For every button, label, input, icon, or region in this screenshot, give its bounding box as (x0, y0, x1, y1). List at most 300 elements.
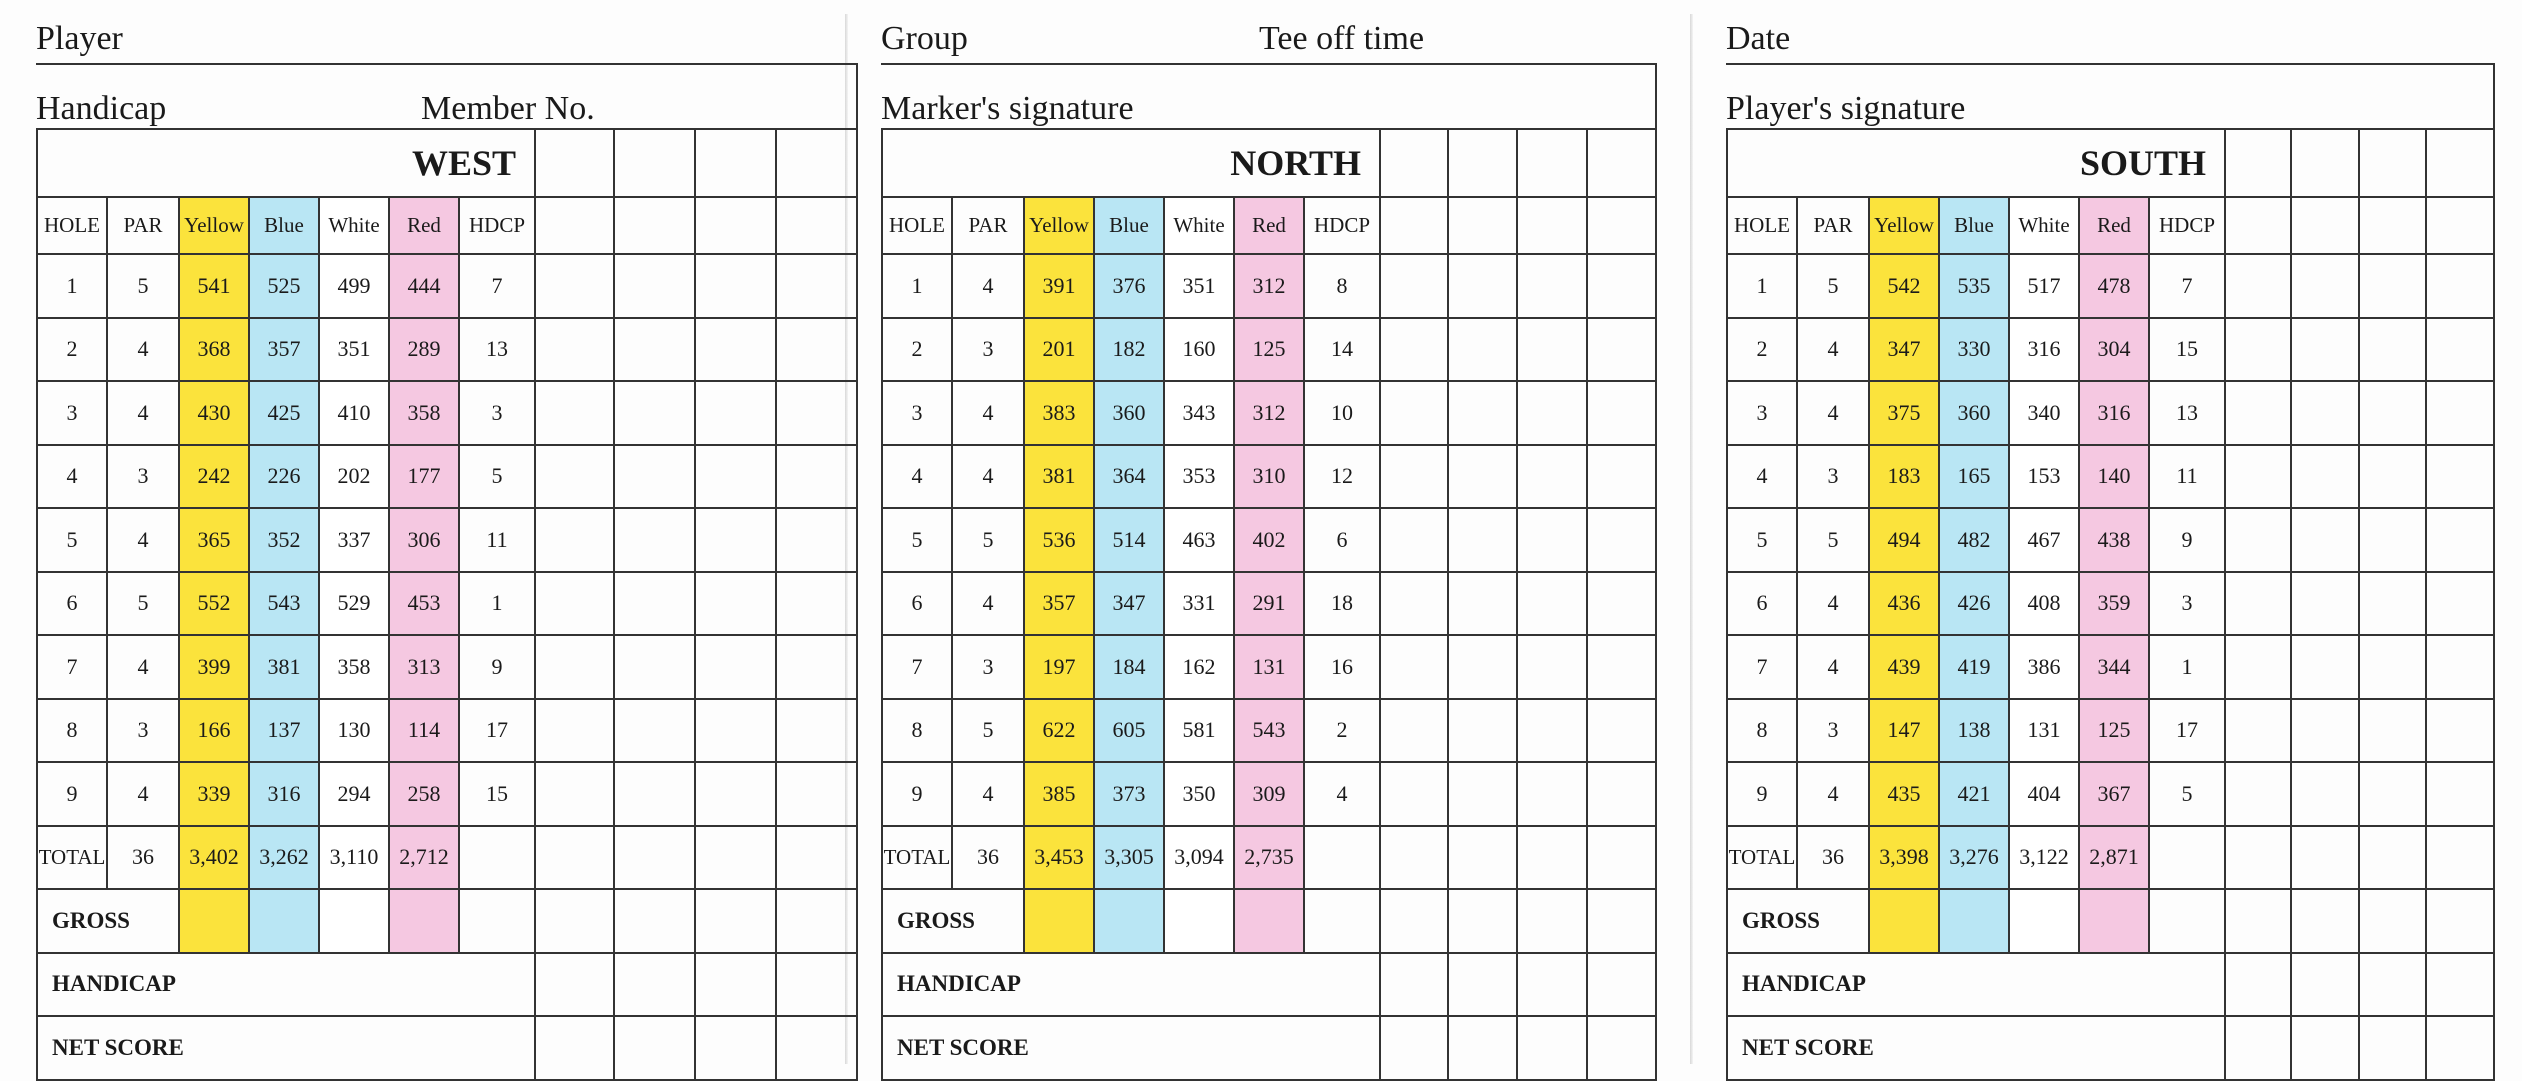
cell-hole: 9 (1727, 762, 1797, 826)
score-column-divider (694, 128, 696, 1079)
cell-yellow: 435 (1869, 762, 1939, 826)
table-row (882, 318, 1380, 382)
cell-white: 386 (2009, 635, 2079, 699)
cell-hdcp: 16 (1304, 635, 1380, 699)
cell-red: 304 (2079, 318, 2149, 382)
column-header-hole: HOLE (37, 197, 107, 254)
cell-red: 359 (2079, 572, 2149, 636)
total-row (882, 826, 1380, 890)
score-row-divider (1379, 253, 1657, 255)
cell-hole: 1 (37, 254, 107, 318)
gross-label: GROSS (882, 889, 1024, 953)
total-hdcp (2149, 826, 2225, 890)
total-red: 2,712 (389, 826, 459, 890)
cell-par: 5 (1797, 254, 1869, 318)
table-row (882, 254, 1380, 318)
score-entry-columns[interactable] (1379, 128, 1657, 1079)
gross-label: GROSS (1727, 889, 1869, 953)
field-label-marker-s-signature[interactable]: Marker's signature (881, 90, 1134, 127)
score-row-divider (534, 380, 858, 382)
cell-blue: 364 (1094, 445, 1164, 509)
cell-white: 408 (2009, 572, 2079, 636)
table-row (37, 381, 535, 445)
column-header-yellow: Yellow (179, 197, 249, 254)
cell-hdcp: 5 (2149, 762, 2225, 826)
cell-red: 478 (2079, 254, 2149, 318)
score-row-divider (1379, 444, 1657, 446)
cell-hdcp: 14 (1304, 318, 1380, 382)
cell-yellow: 622 (1024, 699, 1094, 763)
score-row-divider (2224, 317, 2495, 319)
cell-white: 499 (319, 254, 389, 318)
cell-blue: 421 (1939, 762, 2009, 826)
gross-entry-white[interactable] (2009, 889, 2079, 953)
score-row-divider (534, 571, 858, 573)
total-row (1727, 826, 2225, 890)
field-line-top (36, 63, 858, 65)
cell-yellow: 375 (1869, 381, 1939, 445)
handicap-label: HANDICAP (1727, 953, 2225, 1017)
table-row (882, 635, 1380, 699)
column-header-yellow: Yellow (1869, 197, 1939, 254)
score-row-divider (534, 1015, 858, 1017)
column-header-hole: HOLE (1727, 197, 1797, 254)
score-row-divider (1379, 634, 1657, 636)
gross-label: GROSS (37, 889, 179, 953)
cell-white: 581 (1164, 699, 1234, 763)
net-score-label: NET SCORE (882, 1016, 1380, 1080)
cell-white: 350 (1164, 762, 1234, 826)
field-line-top (1726, 63, 2495, 65)
cell-blue: 360 (1939, 381, 2009, 445)
gross-entry-blue[interactable] (1094, 889, 1164, 953)
cell-white: 529 (319, 572, 389, 636)
cell-par: 4 (1797, 635, 1869, 699)
table-row (882, 699, 1380, 763)
column-header-hdcp: HDCP (2149, 197, 2225, 254)
gross-entry-hdcp[interactable] (2149, 889, 2225, 953)
scorecard-west (0, 0, 858, 1070)
cell-red: 444 (389, 254, 459, 318)
footer-row-gross (37, 889, 535, 953)
score-row-divider (1379, 952, 1657, 954)
net-score-label: NET SCORE (37, 1016, 535, 1080)
score-row-divider (1379, 825, 1657, 827)
cell-hole: 5 (37, 508, 107, 572)
score-row-divider (1379, 317, 1657, 319)
cell-hdcp: 15 (459, 762, 535, 826)
total-row (37, 826, 535, 890)
cell-blue: 316 (249, 762, 319, 826)
cell-hdcp: 7 (459, 254, 535, 318)
score-column-divider (2358, 128, 2360, 1079)
cell-hdcp: 17 (459, 699, 535, 763)
cell-red: 125 (2079, 699, 2149, 763)
course-name: WEST (37, 129, 535, 197)
total-hdcp (459, 826, 535, 890)
cell-white: 410 (319, 381, 389, 445)
cell-red: 289 (389, 318, 459, 382)
total-blue: 3,276 (1939, 826, 2009, 890)
score-row-divider (1379, 698, 1657, 700)
cell-yellow: 385 (1024, 762, 1094, 826)
score-row-divider (2224, 1015, 2495, 1017)
cell-hdcp: 9 (459, 635, 535, 699)
total-blue: 3,305 (1094, 826, 1164, 890)
cell-yellow: 399 (179, 635, 249, 699)
cell-par: 5 (952, 508, 1024, 572)
score-column-divider (1655, 128, 1657, 1079)
cell-blue: 381 (249, 635, 319, 699)
total-par: 36 (107, 826, 179, 890)
cell-yellow: 357 (1024, 572, 1094, 636)
cell-hdcp: 8 (1304, 254, 1380, 318)
course-name: SOUTH (1727, 129, 2225, 197)
score-row-divider (2224, 888, 2495, 890)
gross-entry-red[interactable] (1234, 889, 1304, 953)
cell-red: 309 (1234, 762, 1304, 826)
gross-entry-white[interactable] (319, 889, 389, 953)
column-header-row (37, 197, 535, 254)
cell-hole: 2 (1727, 318, 1797, 382)
table-row (882, 508, 1380, 572)
score-entry-columns[interactable] (2224, 128, 2495, 1079)
cell-yellow: 201 (1024, 318, 1094, 382)
cell-par: 3 (1797, 445, 1869, 509)
cell-yellow: 391 (1024, 254, 1094, 318)
table-row (1727, 572, 2225, 636)
score-row-divider (534, 888, 858, 890)
cell-hdcp: 12 (1304, 445, 1380, 509)
cell-white: 331 (1164, 572, 1234, 636)
cell-hole: 3 (882, 381, 952, 445)
cell-par: 5 (1797, 508, 1869, 572)
score-row-divider (2224, 825, 2495, 827)
cell-hdcp: 6 (1304, 508, 1380, 572)
cell-yellow: 197 (1024, 635, 1094, 699)
cell-hdcp: 5 (459, 445, 535, 509)
cell-hole: 9 (882, 762, 952, 826)
table-row (1727, 508, 2225, 572)
score-row-divider (2224, 196, 2495, 198)
total-blue: 3,262 (249, 826, 319, 890)
cell-hdcp: 11 (459, 508, 535, 572)
cell-white: 160 (1164, 318, 1234, 382)
cell-blue: 482 (1939, 508, 2009, 572)
total-hole: TOTAL (882, 826, 952, 890)
cell-hole: 1 (1727, 254, 1797, 318)
score-row-divider (2224, 952, 2495, 954)
cell-red: 140 (2079, 445, 2149, 509)
cell-hole: 6 (37, 572, 107, 636)
cell-hdcp: 1 (2149, 635, 2225, 699)
field-line-top (881, 63, 1657, 65)
cell-yellow: 381 (1024, 445, 1094, 509)
cell-par: 4 (1797, 572, 1869, 636)
cell-hole: 7 (1727, 635, 1797, 699)
cell-blue: 226 (249, 445, 319, 509)
cell-par: 3 (952, 635, 1024, 699)
cell-blue: 373 (1094, 762, 1164, 826)
column-header-blue: Blue (1094, 197, 1164, 254)
cell-hole: 2 (37, 318, 107, 382)
table-row (1727, 318, 2225, 382)
score-column-divider (1586, 128, 1588, 1079)
cell-white: 343 (1164, 381, 1234, 445)
column-header-white: White (1164, 197, 1234, 254)
cell-red: 453 (389, 572, 459, 636)
cell-par: 4 (952, 254, 1024, 318)
score-entry-columns[interactable] (534, 128, 858, 1079)
gross-entry-red[interactable] (389, 889, 459, 953)
score-row-divider (2224, 128, 2495, 130)
cell-hdcp: 2 (1304, 699, 1380, 763)
column-header-hdcp: HDCP (459, 197, 535, 254)
table-row (37, 762, 535, 826)
column-header-white: White (319, 197, 389, 254)
score-row-divider (2224, 507, 2495, 509)
column-header-white: White (2009, 197, 2079, 254)
cell-par: 3 (952, 318, 1024, 382)
cell-blue: 352 (249, 508, 319, 572)
footer-row-gross (882, 889, 1380, 953)
cell-red: 543 (1234, 699, 1304, 763)
column-header-par: PAR (107, 197, 179, 254)
score-row-divider (1379, 761, 1657, 763)
cell-white: 337 (319, 508, 389, 572)
cell-hole: 9 (37, 762, 107, 826)
total-red: 2,871 (2079, 826, 2149, 890)
gross-entry-white[interactable] (1164, 889, 1234, 953)
total-white: 3,094 (1164, 826, 1234, 890)
score-row-divider (2224, 634, 2495, 636)
table-row (882, 762, 1380, 826)
footer-row-gross (1727, 889, 2225, 953)
cell-white: 153 (2009, 445, 2079, 509)
cell-yellow: 365 (179, 508, 249, 572)
cell-white: 517 (2009, 254, 2079, 318)
gross-entry-hdcp[interactable] (459, 889, 535, 953)
score-row-divider (534, 196, 858, 198)
score-column-divider (1447, 128, 1449, 1079)
score-row-divider (1379, 888, 1657, 890)
cell-hole: 4 (37, 445, 107, 509)
score-row-divider (1379, 196, 1657, 198)
score-row-divider (2224, 761, 2495, 763)
field-box-right (2493, 63, 2495, 128)
footer-row-net-score (37, 1016, 535, 1080)
score-column-divider (613, 128, 615, 1079)
scorecard-table-west (36, 128, 536, 1081)
cell-red: 114 (389, 699, 459, 763)
cell-red: 313 (389, 635, 459, 699)
cell-white: 463 (1164, 508, 1234, 572)
cell-white: 130 (319, 699, 389, 763)
score-row-divider (2224, 444, 2495, 446)
score-row-divider (2224, 380, 2495, 382)
cell-par: 5 (107, 254, 179, 318)
table-row (37, 318, 535, 382)
field-label-group: Group (881, 20, 968, 57)
cell-red: 316 (2079, 381, 2149, 445)
total-hole: TOTAL (1727, 826, 1797, 890)
total-hdcp (1304, 826, 1380, 890)
cell-red: 291 (1234, 572, 1304, 636)
field-label-player-s-signature[interactable]: Player's signature (1726, 90, 1966, 127)
gross-entry-blue[interactable] (249, 889, 319, 953)
cell-par: 4 (107, 762, 179, 826)
cell-par: 3 (1797, 699, 1869, 763)
cell-blue: 347 (1094, 572, 1164, 636)
cell-hole: 6 (882, 572, 952, 636)
score-row-divider (2224, 571, 2495, 573)
score-row-divider (2224, 253, 2495, 255)
column-header-red: Red (389, 197, 459, 254)
score-row-divider (534, 634, 858, 636)
cell-red: 312 (1234, 254, 1304, 318)
table-row (882, 381, 1380, 445)
cell-yellow: 542 (1869, 254, 1939, 318)
cell-hdcp: 15 (2149, 318, 2225, 382)
score-column-divider (1516, 128, 1518, 1079)
total-white: 3,110 (319, 826, 389, 890)
cell-yellow: 242 (179, 445, 249, 509)
gross-entry-yellow[interactable] (1869, 889, 1939, 953)
score-row-divider (534, 128, 858, 130)
gross-entry-hdcp[interactable] (1304, 889, 1380, 953)
cell-hole: 5 (1727, 508, 1797, 572)
total-yellow: 3,402 (179, 826, 249, 890)
cell-par: 4 (107, 381, 179, 445)
gross-entry-yellow[interactable] (1024, 889, 1094, 953)
cell-red: 131 (1234, 635, 1304, 699)
cell-hdcp: 4 (1304, 762, 1380, 826)
table-row (1727, 381, 2225, 445)
cell-white: 294 (319, 762, 389, 826)
column-header-par: PAR (1797, 197, 1869, 254)
cell-yellow: 368 (179, 318, 249, 382)
score-row-divider (534, 507, 858, 509)
cell-white: 467 (2009, 508, 2079, 572)
score-row-divider (534, 825, 858, 827)
cell-hdcp: 10 (1304, 381, 1380, 445)
cell-blue: 165 (1939, 445, 2009, 509)
scorecard-table-south (1726, 128, 2226, 1081)
score-column-divider (2425, 128, 2427, 1079)
gross-entry-red[interactable] (2079, 889, 2149, 953)
cell-yellow: 494 (1869, 508, 1939, 572)
cell-yellow: 430 (179, 381, 249, 445)
cell-par: 5 (952, 699, 1024, 763)
cell-hdcp: 3 (459, 381, 535, 445)
table-row (37, 508, 535, 572)
field-box-right (1655, 63, 1657, 128)
footer-row-handicap (1727, 953, 2225, 1017)
cell-par: 4 (107, 318, 179, 382)
total-par: 36 (1797, 826, 1869, 890)
cell-blue: 330 (1939, 318, 2009, 382)
cell-hole: 8 (882, 699, 952, 763)
score-row-divider (1379, 128, 1657, 130)
cell-hole: 7 (37, 635, 107, 699)
cell-par: 4 (107, 508, 179, 572)
cell-hdcp: 11 (2149, 445, 2225, 509)
score-row-divider (1379, 1015, 1657, 1017)
score-row-divider (534, 317, 858, 319)
field-label-date: Date (1726, 20, 1791, 57)
cell-par: 4 (952, 762, 1024, 826)
cell-blue: 514 (1094, 508, 1164, 572)
cell-white: 162 (1164, 635, 1234, 699)
cell-par: 4 (1797, 381, 1869, 445)
cell-blue: 426 (1939, 572, 2009, 636)
score-row-divider (534, 444, 858, 446)
cell-white: 202 (319, 445, 389, 509)
cell-blue: 138 (1939, 699, 2009, 763)
cell-hdcp: 18 (1304, 572, 1380, 636)
cell-hdcp: 1 (459, 572, 535, 636)
column-header-red: Red (1234, 197, 1304, 254)
field-label-player: Player (36, 20, 123, 57)
cell-blue: 525 (249, 254, 319, 318)
column-header-par: PAR (952, 197, 1024, 254)
cell-hole: 7 (882, 635, 952, 699)
footer-row-net-score (882, 1016, 1380, 1080)
total-yellow: 3,398 (1869, 826, 1939, 890)
total-par: 36 (952, 826, 1024, 890)
score-column-divider (775, 128, 777, 1079)
total-white: 3,122 (2009, 826, 2079, 890)
score-row-divider (534, 698, 858, 700)
cell-red: 367 (2079, 762, 2149, 826)
cell-yellow: 439 (1869, 635, 1939, 699)
cell-blue: 360 (1094, 381, 1164, 445)
column-header-blue: Blue (1939, 197, 2009, 254)
cell-par: 4 (1797, 318, 1869, 382)
cell-blue: 182 (1094, 318, 1164, 382)
table-row (1727, 445, 2225, 509)
cell-hole: 4 (1727, 445, 1797, 509)
cell-hdcp: 13 (2149, 381, 2225, 445)
cell-blue: 184 (1094, 635, 1164, 699)
cell-hole: 2 (882, 318, 952, 382)
score-column-divider (2290, 128, 2292, 1079)
gross-entry-yellow[interactable] (179, 889, 249, 953)
scorecard-north (845, 0, 1657, 1070)
score-column-divider (2493, 128, 2495, 1079)
cell-hole: 3 (37, 381, 107, 445)
footer-row-net-score (1727, 1016, 2225, 1080)
course-name: NORTH (882, 129, 1380, 197)
cell-red: 310 (1234, 445, 1304, 509)
table-row (37, 254, 535, 318)
cell-white: 404 (2009, 762, 2079, 826)
cell-red: 258 (389, 762, 459, 826)
column-header-hole: HOLE (882, 197, 952, 254)
cell-par: 5 (107, 572, 179, 636)
field-label-handicap[interactable]: Handicap (36, 90, 167, 127)
column-header-hdcp: HDCP (1304, 197, 1380, 254)
gross-entry-blue[interactable] (1939, 889, 2009, 953)
cell-yellow: 347 (1869, 318, 1939, 382)
cell-hole: 5 (882, 508, 952, 572)
cell-yellow: 552 (179, 572, 249, 636)
cell-hdcp: 9 (2149, 508, 2225, 572)
net-score-label: NET SCORE (1727, 1016, 2225, 1080)
table-row (37, 572, 535, 636)
cell-yellow: 536 (1024, 508, 1094, 572)
cell-blue: 419 (1939, 635, 2009, 699)
